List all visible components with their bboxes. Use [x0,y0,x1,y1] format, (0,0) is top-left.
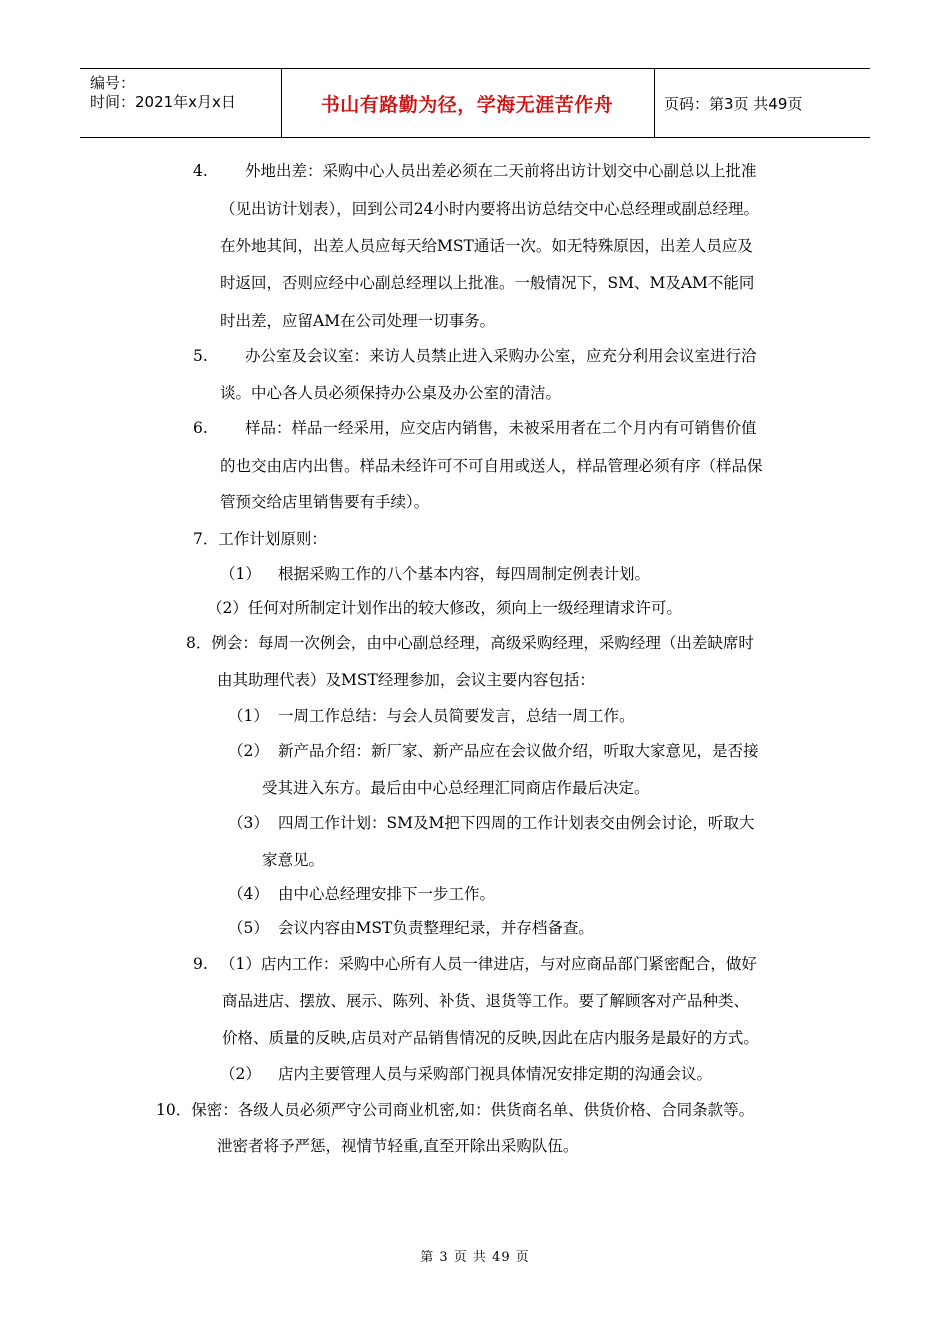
item-7-sub-1-number: （1） [220,565,261,583]
item-10-line-1: 10．保密：各级人员必须严守公司商业机密,如：供货商名单、供货价格、合同条款等。 [156,1101,755,1119]
item-8-sub-3-number: （3） [228,814,269,832]
item-8-sub-5-line-1: 会议内容由MST负责整理纪录，并存档备查。 [278,919,594,937]
item-8-sub-5-number: （5） [228,919,269,937]
item-4-line-1: 外地出差：采购中心人员出差必须在二天前将出访计划交中心副总以上批准 [245,162,757,180]
item-10-line-2: 泄密者将予严惩，视情节轻重,直至开除出采购队伍。 [217,1137,579,1155]
item-4-number: 4. [193,162,208,180]
header-info-cell [80,69,282,137]
item-8-sub-4-line-1: 由中心总经理安排下一步工作。 [278,885,496,903]
item-5-line-2: 谈。中心各人员必须保持办公桌及办公室的清洁。 [220,384,562,402]
item-9-line-1: （1）店内工作：采购中心所有人员一律进店，与对应商品部门紧密配合，做好 [220,955,757,973]
item-6-line-2: 的也交由店内出售。样品未经许可不可自用或送人，样品管理必须有序（样品保 [220,457,763,475]
item-8-sub-1-number: （1） [228,707,269,725]
code-label: 编号： [90,74,136,92]
item-9-line-2: 商品进店、摆放、展示、陈列、补货、退货等工作。要了解顾客对产品种类、 [222,992,750,1010]
item-8-sub-3-line-2: 家意见。 [262,851,325,869]
item-8-sub-3-line-1: 四周工作计划：SM及M把下四周的工作计划表交由例会讨论，听取大 [278,814,755,832]
item-8-sub-2-line-1: 新产品介绍：新厂家、新产品应在会议做介绍，听取大家意见，是否接 [278,742,759,760]
item-9-line-3: 价格、质量的反映,店员对产品销售情况的反映,因此在店内服务是最好的方式。 [222,1029,759,1047]
item-7-title: 7．工作计划原则： [193,530,327,548]
item-4-line-3: 在外地其间，出差人员应每天给MST通话一次。如无特殊原因，出差人员应及 [220,237,753,255]
item-7-sub-2: （2）任何对所制定计划作出的较大修改，须向上一级经理请求许可。 [207,599,682,617]
header-table [80,68,870,138]
item-9-sub-2-number: （2） [220,1065,261,1083]
item-8-line-2: 由其助理代表）及MST经理参加，会议主要内容包括： [217,671,595,689]
item-6-line-1: 样品：样品一经采用，应交店内销售，未被采用者在二个月内有可销售价值 [245,419,757,437]
item-8-sub-2-number: （2） [228,742,269,760]
item-4-line-4: 时返回，否则应经中心副总经理以上批准。一般情况下，SM、M及AM不能同 [220,274,755,292]
item-8-sub-2-line-2: 受其进入东方。最后由中心总经理汇同商店作最后决定。 [262,779,650,797]
page-info: 页码：第3页 共49页 [664,95,803,113]
item-9-number: 9. [193,955,208,973]
item-8-line-1: 8．例会：每周一次例会，由中心副总经理，高级采购经理，采购经理（出差缺席时 [186,634,754,652]
time-label: 时间：2021年x月x日 [90,93,236,111]
motto: 书山有路勤为径，学海无涯苦作舟 [320,93,614,116]
item-5-number: 5. [193,347,208,365]
item-8-sub-1-line-1: 一周工作总结：与会人员简要发言，总结一周工作。 [278,707,635,725]
item-7-sub-1: 根据采购工作的八个基本内容，每四周制定例表计划。 [278,565,651,583]
item-6-line-3: 管预交给店里销售要有手续）。 [220,493,430,511]
item-5-line-1: 办公室及会议室：来访人员禁止进入采购办公室，应充分利用会议室进行洽 [245,347,757,365]
header-divider [654,69,655,137]
item-4-line-5: 时出差，应留AM在公司处理一切事务。 [220,312,496,330]
item-6-number: 6. [193,419,208,437]
item-4-line-2: （见出访计划表），回到公司24小时内要将出访总结交中心总经理或副总经理。 [220,200,759,218]
page-footer: 第 3 页 共 49 页 [420,1250,530,1265]
item-9-sub-2: 店内主要管理人员与采购部门视具体情况安排定期的沟通会议。 [278,1065,713,1083]
item-8-sub-4-number: （4） [228,885,269,903]
